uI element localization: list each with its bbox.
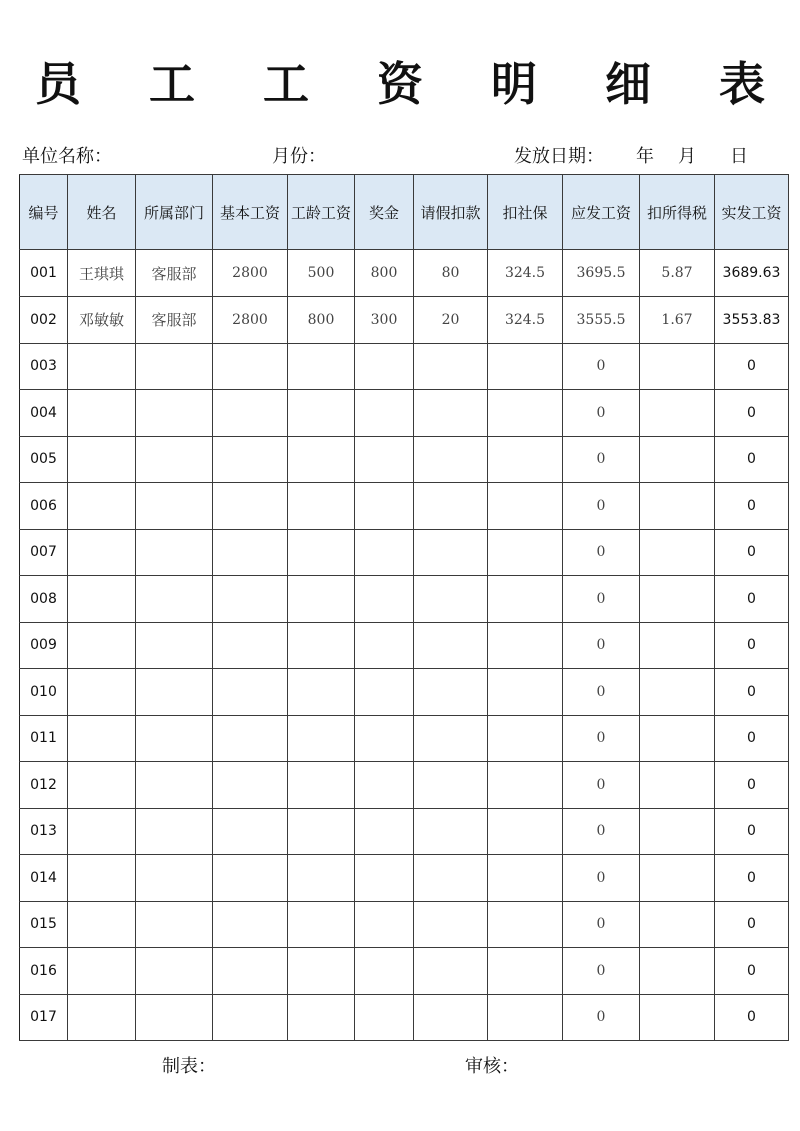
- cell-col-income-tax[interactable]: [640, 994, 715, 1041]
- table-row: [20, 622, 789, 669]
- cell-col-gross-pay[interactable]: 0: [563, 762, 640, 809]
- cell-col-bonus[interactable]: [355, 855, 414, 902]
- cell-col-social-insurance[interactable]: [488, 343, 563, 390]
- cell-col-name[interactable]: [68, 808, 136, 855]
- cell-col-social-insurance[interactable]: 324.5: [488, 250, 563, 297]
- cell-col-department[interactable]: [136, 483, 213, 530]
- cell-col-leave-deduction[interactable]: [414, 390, 488, 437]
- table-row: [20, 901, 789, 948]
- cell-col-id[interactable]: 004: [20, 390, 68, 437]
- cell-col-seniority-pay[interactable]: [288, 808, 355, 855]
- cell-col-net-pay[interactable]: 0: [715, 762, 789, 809]
- cell-col-base-salary[interactable]: [213, 576, 288, 623]
- table-row: [20, 994, 789, 1041]
- cell-col-social-insurance[interactable]: [488, 762, 563, 809]
- cell-col-department[interactable]: [136, 436, 213, 483]
- header-col-base-salary: 基本工资: [213, 175, 288, 250]
- cell-col-social-insurance[interactable]: 324.5: [488, 297, 563, 344]
- cell-col-id[interactable]: 006: [20, 483, 68, 530]
- salary-table: [19, 174, 789, 1041]
- cell-col-social-insurance[interactable]: [488, 715, 563, 762]
- cell-col-leave-deduction[interactable]: [414, 622, 488, 669]
- unit-name-label: 单位名称：: [22, 146, 112, 167]
- cell-col-bonus[interactable]: 300: [355, 297, 414, 344]
- cell-col-net-pay[interactable]: 0: [715, 622, 789, 669]
- cell-col-income-tax[interactable]: [640, 948, 715, 995]
- cell-col-leave-deduction[interactable]: 80: [414, 250, 488, 297]
- cell-col-leave-deduction[interactable]: [414, 483, 488, 530]
- cell-col-bonus[interactable]: [355, 576, 414, 623]
- cell-col-name[interactable]: [68, 948, 136, 995]
- cell-col-income-tax[interactable]: [640, 855, 715, 902]
- cell-col-leave-deduction[interactable]: [414, 808, 488, 855]
- cell-col-department[interactable]: 客服部: [136, 250, 213, 297]
- cell-col-leave-deduction[interactable]: [414, 948, 488, 995]
- cell-col-gross-pay[interactable]: 0: [563, 808, 640, 855]
- cell-col-social-insurance[interactable]: [488, 529, 563, 576]
- cell-col-bonus[interactable]: 800: [355, 250, 414, 297]
- header-col-department: 所属部门: [136, 175, 213, 250]
- cell-col-name[interactable]: [68, 622, 136, 669]
- cell-col-base-salary[interactable]: [213, 994, 288, 1041]
- cell-col-seniority-pay[interactable]: [288, 855, 355, 902]
- cell-col-leave-deduction[interactable]: [414, 994, 488, 1041]
- cell-col-seniority-pay[interactable]: 800: [288, 297, 355, 344]
- cell-col-leave-deduction[interactable]: [414, 715, 488, 762]
- cell-col-net-pay[interactable]: 0: [715, 948, 789, 995]
- header-col-id: 编号: [20, 175, 68, 250]
- cell-col-income-tax[interactable]: [640, 390, 715, 437]
- month-label: 月份：: [272, 146, 326, 167]
- cell-col-name[interactable]: [68, 436, 136, 483]
- cell-col-income-tax[interactable]: 1.67: [640, 297, 715, 344]
- cell-col-bonus[interactable]: [355, 390, 414, 437]
- cell-col-seniority-pay[interactable]: [288, 762, 355, 809]
- cell-col-gross-pay[interactable]: 0: [563, 436, 640, 483]
- cell-col-social-insurance[interactable]: [488, 622, 563, 669]
- cell-col-leave-deduction[interactable]: [414, 529, 488, 576]
- header-col-bonus: 奖金: [355, 175, 414, 250]
- cell-col-name[interactable]: [68, 669, 136, 716]
- month-unit-label: 月: [678, 146, 696, 167]
- cell-col-leave-deduction[interactable]: [414, 901, 488, 948]
- cell-col-social-insurance[interactable]: [488, 669, 563, 716]
- table-row: [20, 343, 789, 390]
- cell-col-department[interactable]: [136, 994, 213, 1041]
- cell-col-gross-pay[interactable]: 0: [563, 855, 640, 902]
- table-row: [20, 855, 789, 902]
- table-row: [20, 297, 789, 344]
- cell-col-base-salary[interactable]: 2800: [213, 297, 288, 344]
- cell-col-id[interactable]: 005: [20, 436, 68, 483]
- cell-col-name[interactable]: [68, 483, 136, 530]
- cell-col-seniority-pay[interactable]: [288, 483, 355, 530]
- cell-col-gross-pay[interactable]: 3555.5: [563, 297, 640, 344]
- cell-col-base-salary[interactable]: [213, 669, 288, 716]
- cell-col-name[interactable]: 王琪琪: [68, 250, 136, 297]
- cell-col-gross-pay[interactable]: 3695.5: [563, 250, 640, 297]
- cell-col-net-pay[interactable]: 3689.63: [715, 250, 789, 297]
- page-title: 员 工 工 资 明 细 表: [34, 57, 792, 111]
- table-row: [20, 715, 789, 762]
- cell-col-net-pay[interactable]: 0: [715, 436, 789, 483]
- cell-col-id[interactable]: 008: [20, 576, 68, 623]
- cell-col-bonus[interactable]: [355, 762, 414, 809]
- table-row: [20, 436, 789, 483]
- cell-col-social-insurance[interactable]: [488, 994, 563, 1041]
- cell-col-base-salary[interactable]: [213, 343, 288, 390]
- cell-col-income-tax[interactable]: [640, 622, 715, 669]
- cell-col-seniority-pay[interactable]: [288, 529, 355, 576]
- prepared-by-label: 制表：: [162, 1056, 216, 1077]
- cell-col-id[interactable]: 007: [20, 529, 68, 576]
- header-col-name: 姓名: [68, 175, 136, 250]
- cell-col-bonus[interactable]: [355, 808, 414, 855]
- cell-col-gross-pay[interactable]: 0: [563, 483, 640, 530]
- cell-col-name[interactable]: 邓敏敏: [68, 297, 136, 344]
- cell-col-name[interactable]: [68, 855, 136, 902]
- cell-col-base-salary[interactable]: [213, 901, 288, 948]
- cell-col-gross-pay[interactable]: 0: [563, 669, 640, 716]
- cell-col-name[interactable]: [68, 762, 136, 809]
- cell-col-department[interactable]: [136, 622, 213, 669]
- cell-col-seniority-pay[interactable]: [288, 390, 355, 437]
- cell-col-bonus[interactable]: [355, 994, 414, 1041]
- table-row: [20, 529, 789, 576]
- cell-col-id[interactable]: 010: [20, 669, 68, 716]
- cell-col-income-tax[interactable]: [640, 762, 715, 809]
- cell-col-seniority-pay[interactable]: [288, 669, 355, 716]
- issue-date-label: 发放日期：: [514, 146, 604, 167]
- cell-col-bonus[interactable]: [355, 483, 414, 530]
- cell-col-social-insurance[interactable]: [488, 948, 563, 995]
- cell-col-base-salary[interactable]: [213, 948, 288, 995]
- table-row: [20, 483, 789, 530]
- cell-col-id[interactable]: 011: [20, 715, 68, 762]
- cell-col-net-pay[interactable]: 0: [715, 529, 789, 576]
- cell-col-department[interactable]: [136, 576, 213, 623]
- day-label: 日: [730, 146, 748, 167]
- cell-col-seniority-pay[interactable]: [288, 622, 355, 669]
- cell-col-gross-pay[interactable]: 0: [563, 390, 640, 437]
- cell-col-id[interactable]: 015: [20, 901, 68, 948]
- cell-col-department[interactable]: [136, 948, 213, 995]
- cell-col-bonus[interactable]: [355, 901, 414, 948]
- cell-col-seniority-pay[interactable]: [288, 901, 355, 948]
- cell-col-seniority-pay[interactable]: [288, 436, 355, 483]
- table-row: [20, 390, 789, 437]
- cell-col-department[interactable]: [136, 762, 213, 809]
- cell-col-net-pay[interactable]: 3553.83: [715, 297, 789, 344]
- cell-col-income-tax[interactable]: [640, 715, 715, 762]
- cell-col-leave-deduction[interactable]: [414, 762, 488, 809]
- header-col-net-pay: 实发工资: [715, 175, 789, 250]
- cell-col-net-pay[interactable]: 0: [715, 994, 789, 1041]
- table-row: [20, 808, 789, 855]
- cell-col-seniority-pay[interactable]: [288, 576, 355, 623]
- cell-col-name[interactable]: [68, 343, 136, 390]
- cell-col-income-tax[interactable]: [640, 436, 715, 483]
- cell-col-net-pay[interactable]: 0: [715, 901, 789, 948]
- cell-col-base-salary[interactable]: [213, 855, 288, 902]
- cell-col-social-insurance[interactable]: [488, 901, 563, 948]
- issue-date-fields: [636, 142, 748, 168]
- cell-col-income-tax[interactable]: [640, 808, 715, 855]
- cell-col-id[interactable]: 014: [20, 855, 68, 902]
- cell-col-income-tax[interactable]: [640, 669, 715, 716]
- cell-col-net-pay[interactable]: 0: [715, 343, 789, 390]
- cell-col-gross-pay[interactable]: 0: [563, 901, 640, 948]
- cell-col-id[interactable]: 001: [20, 250, 68, 297]
- cell-col-id[interactable]: 013: [20, 808, 68, 855]
- cell-col-id[interactable]: 016: [20, 948, 68, 995]
- cell-col-gross-pay[interactable]: 0: [563, 529, 640, 576]
- year-label: 年: [636, 146, 654, 167]
- cell-col-net-pay[interactable]: 0: [715, 808, 789, 855]
- cell-col-gross-pay[interactable]: 0: [563, 715, 640, 762]
- cell-col-base-salary[interactable]: [213, 436, 288, 483]
- cell-col-name[interactable]: [68, 529, 136, 576]
- cell-col-leave-deduction[interactable]: [414, 436, 488, 483]
- cell-col-department[interactable]: [136, 390, 213, 437]
- cell-col-seniority-pay[interactable]: [288, 343, 355, 390]
- cell-col-gross-pay[interactable]: 0: [563, 576, 640, 623]
- cell-col-id[interactable]: 002: [20, 297, 68, 344]
- cell-col-department[interactable]: [136, 715, 213, 762]
- table-row: [20, 250, 789, 297]
- cell-col-social-insurance[interactable]: [488, 855, 563, 902]
- cell-col-social-insurance[interactable]: [488, 436, 563, 483]
- cell-col-name[interactable]: [68, 994, 136, 1041]
- header-col-social-insurance: 扣社保: [488, 175, 563, 250]
- cell-col-department[interactable]: [136, 808, 213, 855]
- cell-col-bonus[interactable]: [355, 715, 414, 762]
- reviewed-by-label: 审核：: [465, 1056, 519, 1077]
- cell-col-id[interactable]: 009: [20, 622, 68, 669]
- cell-col-income-tax[interactable]: [640, 901, 715, 948]
- cell-col-bonus[interactable]: [355, 669, 414, 716]
- cell-col-net-pay[interactable]: 0: [715, 483, 789, 530]
- cell-col-social-insurance[interactable]: [488, 808, 563, 855]
- table-row: [20, 576, 789, 623]
- cell-col-net-pay[interactable]: 0: [715, 855, 789, 902]
- cell-col-bonus[interactable]: [355, 622, 414, 669]
- cell-col-bonus[interactable]: [355, 343, 414, 390]
- cell-col-leave-deduction[interactable]: [414, 855, 488, 902]
- cell-col-leave-deduction[interactable]: 20: [414, 297, 488, 344]
- cell-col-leave-deduction[interactable]: [414, 343, 488, 390]
- cell-col-gross-pay[interactable]: 0: [563, 948, 640, 995]
- table-row: [20, 948, 789, 995]
- cell-col-seniority-pay[interactable]: 500: [288, 250, 355, 297]
- cell-col-gross-pay[interactable]: 0: [563, 622, 640, 669]
- cell-col-name[interactable]: [68, 390, 136, 437]
- cell-col-gross-pay[interactable]: 0: [563, 994, 640, 1041]
- cell-col-base-salary[interactable]: [213, 529, 288, 576]
- cell-col-net-pay[interactable]: 0: [715, 390, 789, 437]
- cell-col-income-tax[interactable]: [640, 576, 715, 623]
- cell-col-department[interactable]: [136, 901, 213, 948]
- cell-col-base-salary[interactable]: [213, 715, 288, 762]
- cell-col-base-salary[interactable]: 2800: [213, 250, 288, 297]
- cell-col-social-insurance[interactable]: [488, 390, 563, 437]
- cell-col-id[interactable]: 003: [20, 343, 68, 390]
- cell-col-id[interactable]: 012: [20, 762, 68, 809]
- cell-col-bonus[interactable]: [355, 436, 414, 483]
- cell-col-base-salary[interactable]: [213, 622, 288, 669]
- cell-col-income-tax[interactable]: [640, 529, 715, 576]
- cell-col-seniority-pay[interactable]: [288, 994, 355, 1041]
- cell-col-base-salary[interactable]: [213, 390, 288, 437]
- cell-col-department[interactable]: [136, 343, 213, 390]
- table-body: [20, 250, 789, 1041]
- cell-col-seniority-pay[interactable]: [288, 715, 355, 762]
- cell-col-base-salary[interactable]: [213, 808, 288, 855]
- cell-col-net-pay[interactable]: 0: [715, 715, 789, 762]
- cell-col-seniority-pay[interactable]: [288, 948, 355, 995]
- cell-col-id[interactable]: 017: [20, 994, 68, 1041]
- cell-col-name[interactable]: [68, 576, 136, 623]
- cell-col-social-insurance[interactable]: [488, 483, 563, 530]
- header-col-leave-deduction: 请假扣款: [414, 175, 488, 250]
- cell-col-net-pay[interactable]: 0: [715, 669, 789, 716]
- table-row: [20, 669, 789, 716]
- cell-col-income-tax[interactable]: 5.87: [640, 250, 715, 297]
- cell-col-name[interactable]: [68, 901, 136, 948]
- cell-col-department[interactable]: 客服部: [136, 297, 213, 344]
- header-col-seniority-pay: 工龄工资: [288, 175, 355, 250]
- header-col-gross-pay: 应发工资: [563, 175, 640, 250]
- cell-col-leave-deduction[interactable]: [414, 576, 488, 623]
- table-row: [20, 762, 789, 809]
- cell-col-social-insurance[interactable]: [488, 576, 563, 623]
- cell-col-gross-pay[interactable]: 0: [563, 343, 640, 390]
- cell-col-department[interactable]: [136, 529, 213, 576]
- cell-col-income-tax[interactable]: [640, 343, 715, 390]
- cell-col-department[interactable]: [136, 855, 213, 902]
- header-col-income-tax: 扣所得税: [640, 175, 715, 250]
- table-header-row: [20, 175, 789, 250]
- cell-col-bonus[interactable]: [355, 948, 414, 995]
- cell-col-base-salary[interactable]: [213, 762, 288, 809]
- cell-col-leave-deduction[interactable]: [414, 669, 488, 716]
- cell-col-base-salary[interactable]: [213, 483, 288, 530]
- cell-col-net-pay[interactable]: 0: [715, 576, 789, 623]
- cell-col-bonus[interactable]: [355, 529, 414, 576]
- cell-col-income-tax[interactable]: [640, 483, 715, 530]
- cell-col-department[interactable]: [136, 669, 213, 716]
- cell-col-name[interactable]: [68, 715, 136, 762]
